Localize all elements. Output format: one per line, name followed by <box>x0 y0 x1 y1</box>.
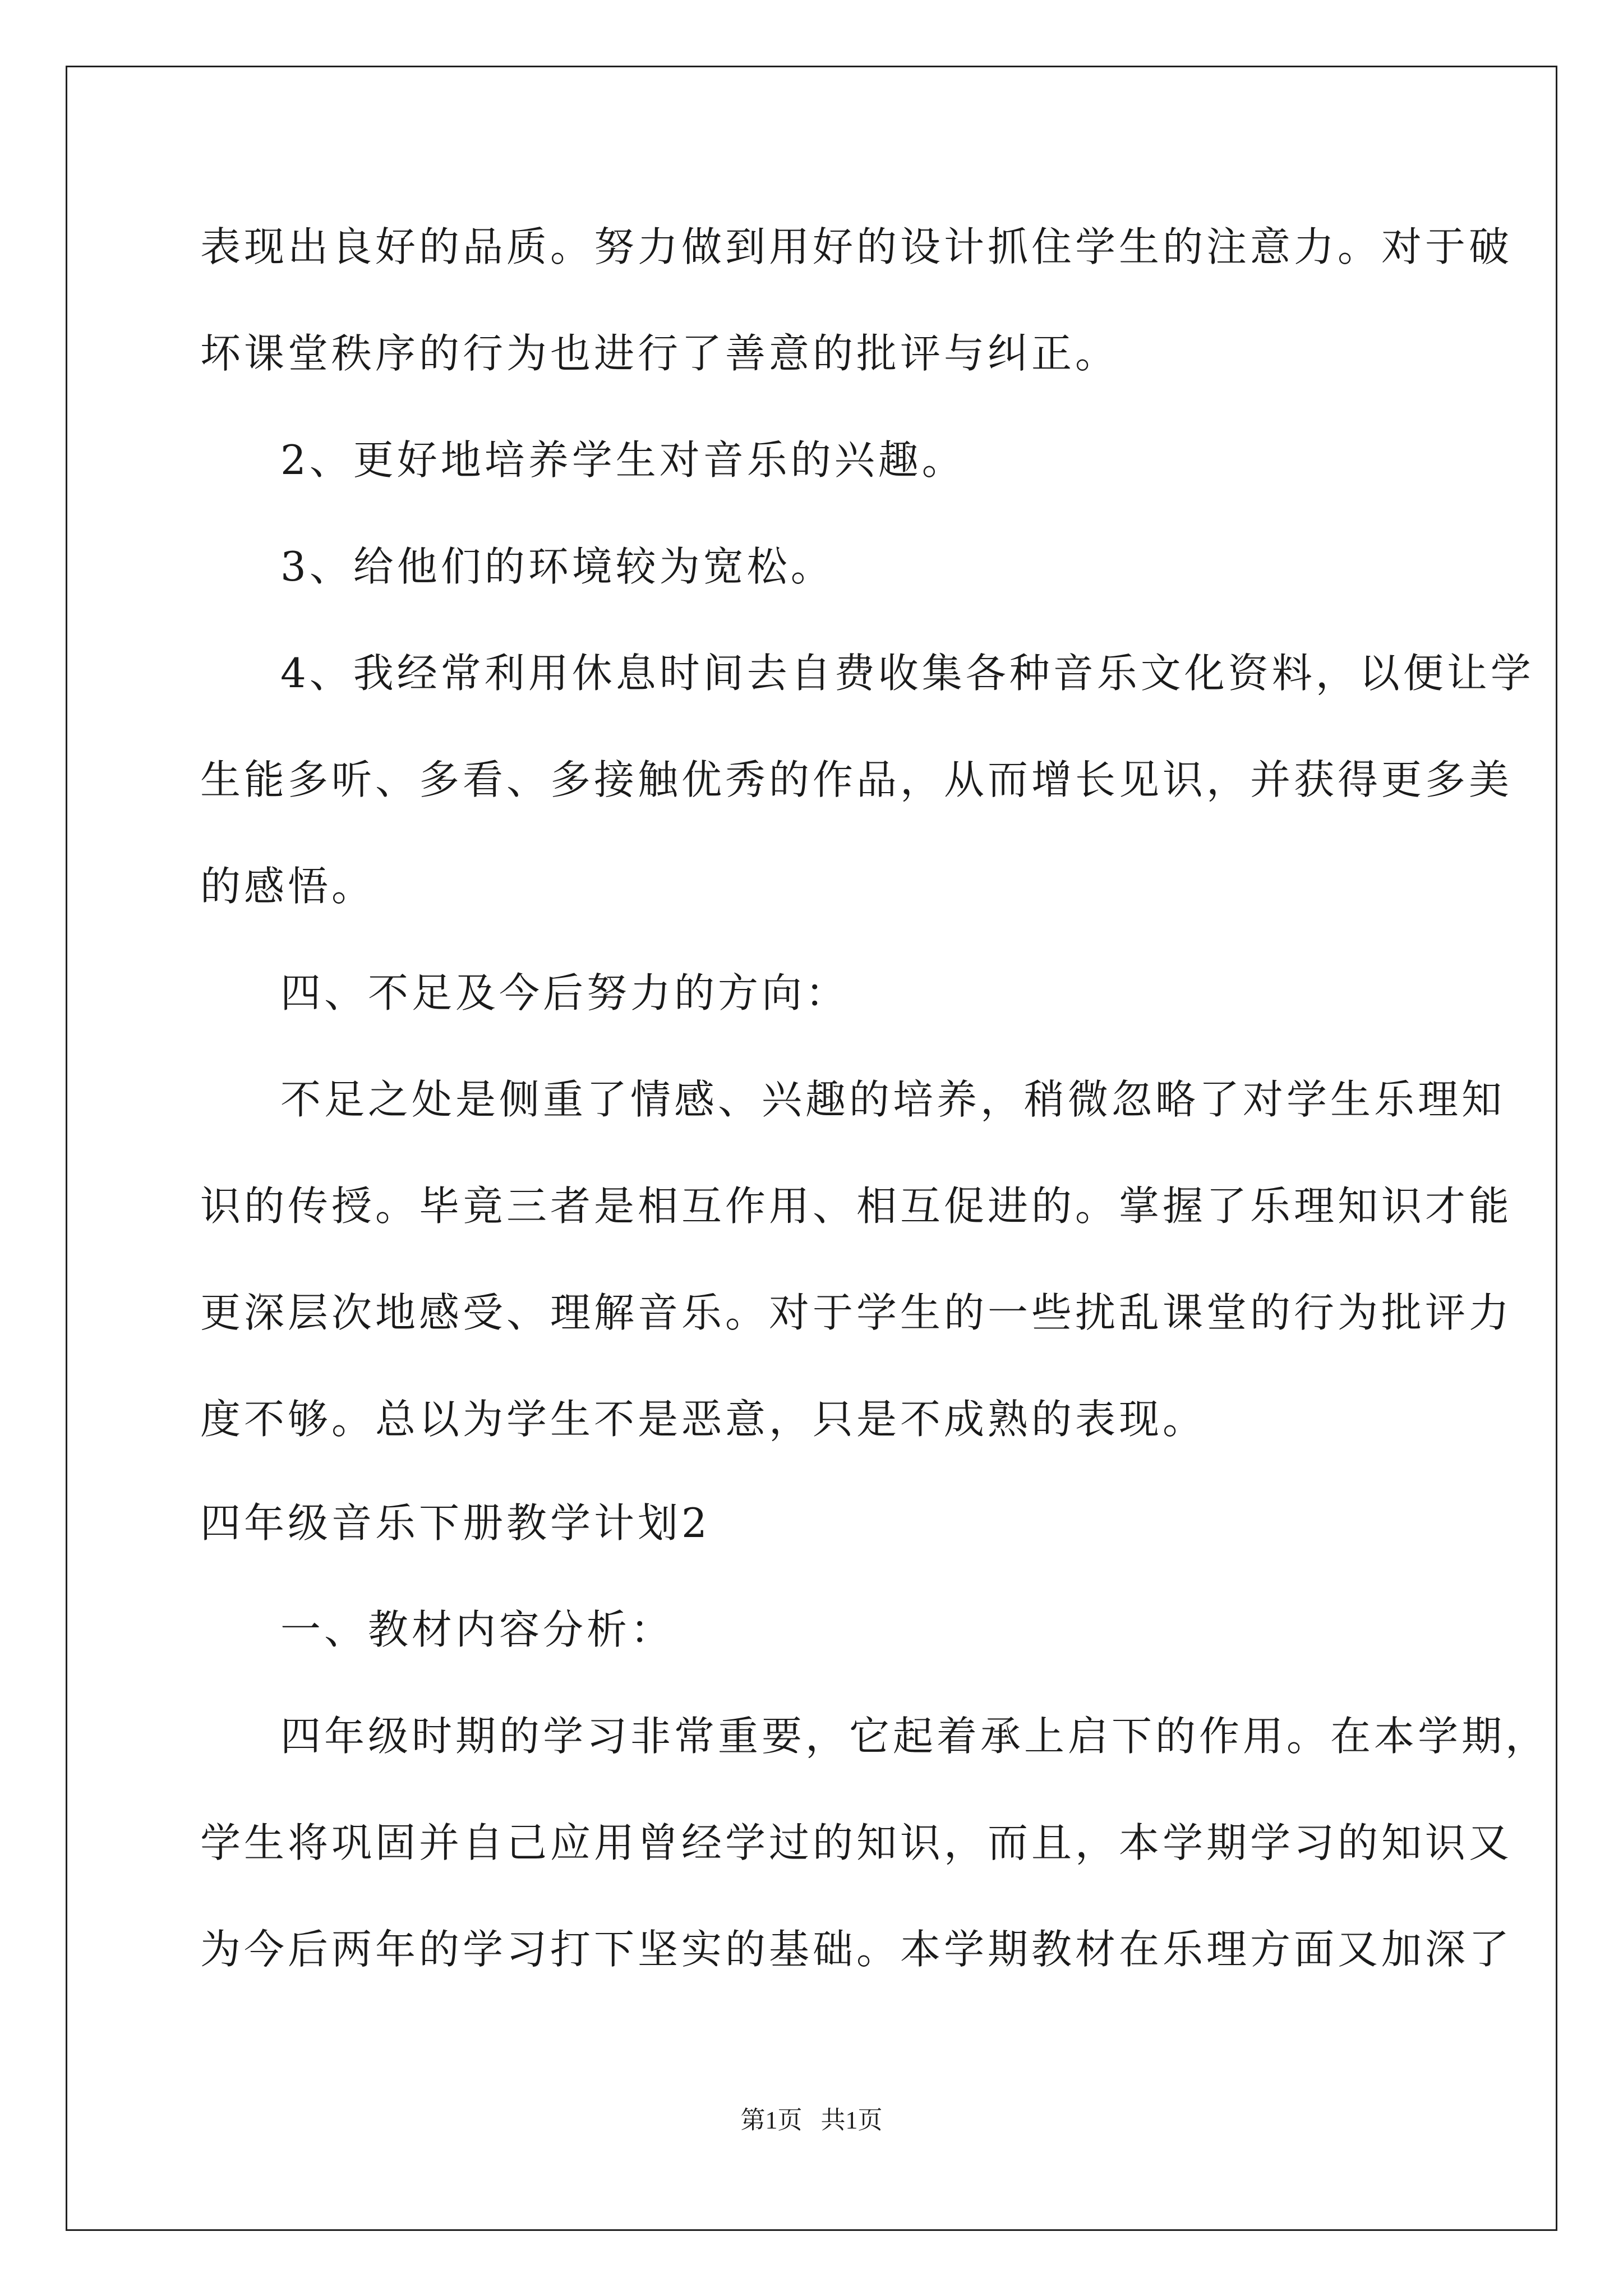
text-line-12: 度不够。总以为学生不是恶意，只是不成熟的表现。 <box>200 1396 1207 1443</box>
text-line-17: 为今后两年的学习打下坚实的基础。本学期教材在乐理方面又加深了 <box>200 1926 1513 1973</box>
text-line-7: 的感悟。 <box>200 863 376 910</box>
text-line-16: 学生将巩固并自己应用曾经学过的知识，而且，本学期学习的知识又 <box>200 1819 1513 1866</box>
text-line-11: 更深层次地感受、理解音乐。对于学生的一些扰乱课堂的行为批评力 <box>200 1289 1513 1336</box>
text-line-6: 生能多听、多看、多接触优秀的作品，从而增长见识，并获得更多美 <box>200 756 1513 803</box>
text-line-1: 表现出良好的品质。努力做到用好的设计抓住学生的注意力。对于破 <box>200 223 1513 270</box>
document-title-2: 四年级音乐下册教学计划2 <box>200 1499 711 1547</box>
section-heading-1: 一、教材内容分析： <box>280 1606 675 1653</box>
page-footer: 第1页 共1页 <box>740 2106 883 2134</box>
page-border <box>66 66 1557 2231</box>
text-line-10: 识的传授。毕竟三者是相互作用、相互促进的。掌握了乐理知识才能 <box>200 1182 1513 1230</box>
text-line-4: 3、给他们的环境较为宽松。 <box>280 543 834 590</box>
text-line-15: 四年级时期的学习非常重要，它起着承上启下的作用。在本学期， <box>280 1713 1550 1760</box>
text-line-5: 4、我经常利用休息时间去自费收集各种音乐文化资料，以便让学 <box>280 650 1534 697</box>
text-line-9: 不足之处是侧重了情感、兴趣的培养，稍微忽略了对学生乐理知 <box>280 1076 1506 1123</box>
section-heading-4: 四、不足及今后努力的方向： <box>280 969 850 1016</box>
text-line-2: 坏课堂秩序的行为也进行了善意的批评与纠正。 <box>200 330 1119 377</box>
text-line-3: 2、更好地培养学生对音乐的兴趣。 <box>280 436 966 484</box>
